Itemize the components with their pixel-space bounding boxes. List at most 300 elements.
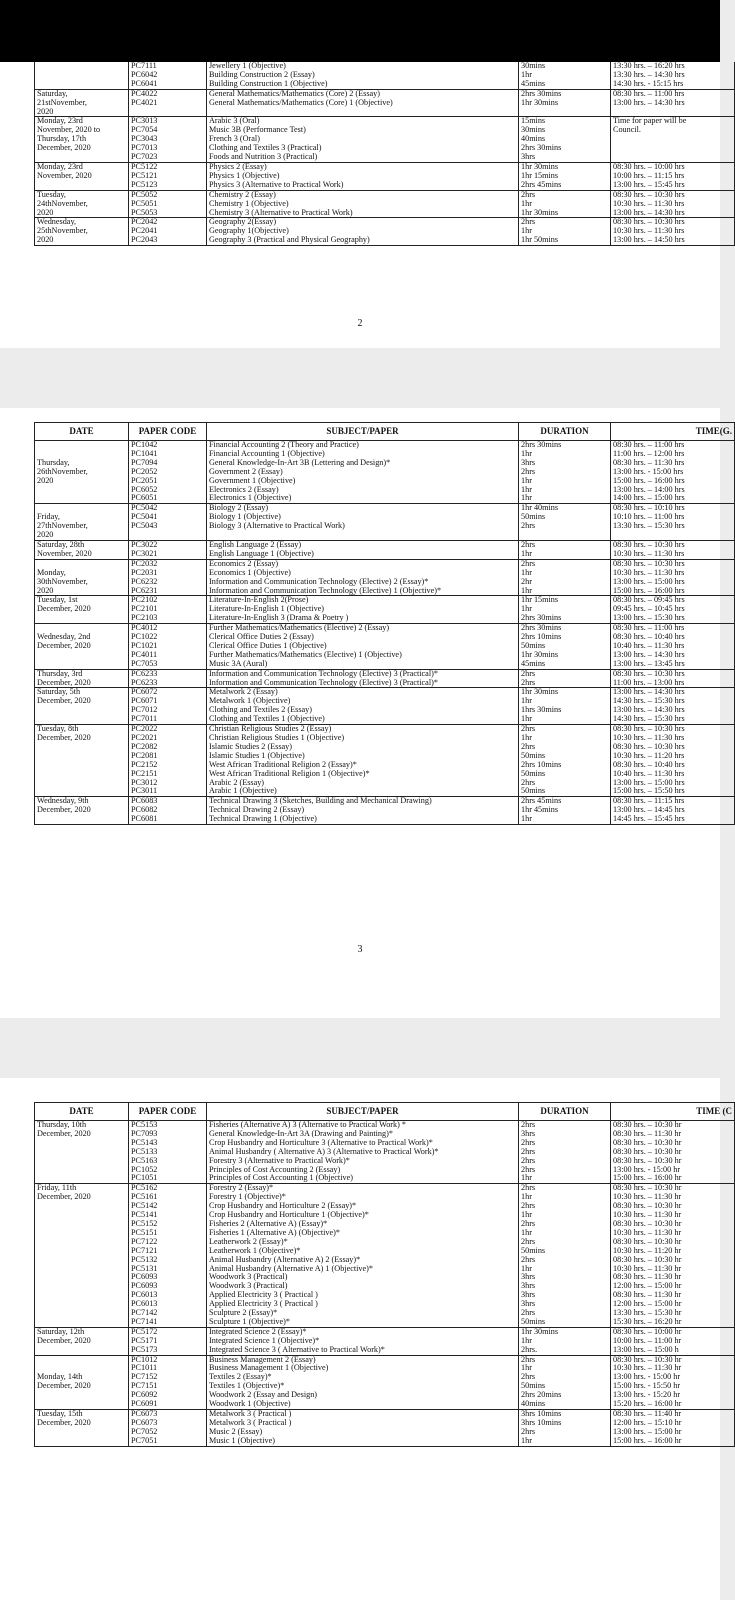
paper-code-cell: PC6092 — [129, 1391, 207, 1400]
subject-cell: Building Construction 2 (Essay) — [207, 71, 519, 80]
time-cell: 13:30 hrs. – 16:20 hrs — [611, 62, 735, 71]
paper-code-cell: PC5161 — [129, 1193, 207, 1202]
duration-cell: 50mins — [519, 1382, 611, 1391]
time-cell: 12:00 hrs. – 15:00 hr — [611, 1300, 735, 1309]
subject-cell: Applied Electricity 3 ( Practical ) — [207, 1291, 519, 1300]
date-cell: 2020 — [35, 236, 129, 245]
duration-cell: 1hr — [519, 227, 611, 236]
paper-code-cell: PC2021 — [129, 734, 207, 743]
paper-code-cell: PC6073 — [129, 1410, 207, 1419]
paper-code-cell: PC7023 — [129, 153, 207, 162]
date-cell: 2020 — [35, 108, 129, 117]
subject-cell: Information and Communication Technology (Elective) 3 (Practical)* — [207, 679, 519, 688]
subject-cell: Biology 1 (Objective) — [207, 513, 519, 522]
page-gap — [0, 1018, 720, 1078]
subject-cell: Integrated Science 3 ( Alternative to Practical Work)* — [207, 1346, 519, 1355]
time-cell: 09:45 hrs. – 10:45 hrs — [611, 605, 735, 614]
time-cell: 10:00 hrs. – 11:00 hr — [611, 1337, 735, 1346]
time-cell: 11:00 hrs. – 13:00 hrs — [611, 679, 735, 688]
subject-cell: Fisheries 1 (Alternative A) (Objective)* — [207, 1229, 519, 1238]
subject-cell: Chemistry 2 (Essay) — [207, 190, 519, 199]
duration-cell: 3hrs — [519, 1130, 611, 1139]
time-cell: 13:30 hrs. – 15:30 hr — [611, 1309, 735, 1318]
time-cell: 13:30 hrs. – 14:30 hrs — [611, 71, 735, 80]
date-cell: December, 2020 — [35, 806, 129, 815]
document-page-3 — [0, 408, 732, 1018]
paper-code-cell: PC5143 — [129, 1139, 207, 1148]
duration-cell: 2hrs — [519, 522, 611, 531]
paper-code-cell: PC7121 — [129, 1247, 207, 1256]
date-cell: Thursday, 17th — [35, 135, 129, 144]
subject-cell: Information and Communication Technology (Elective) 2 (Essay)* — [207, 578, 519, 587]
subject-cell: West African Traditional Religion 1 (Objective)* — [207, 770, 519, 779]
paper-code-cell: PC3012 — [129, 779, 207, 788]
duration-cell: 2hrs — [519, 1373, 611, 1382]
date-cell: November, 2020 — [35, 172, 129, 181]
paper-code-cell: PC5163 — [129, 1157, 207, 1166]
subject-cell: Metalwork 3 ( Practical ) — [207, 1419, 519, 1428]
date-cell — [35, 660, 129, 669]
subject-cell: Physics 1 (Objective) — [207, 172, 519, 181]
time-cell: 13:00 hrs. – 14:30 hrs — [611, 688, 735, 697]
date-cell — [35, 486, 129, 495]
duration-cell: 1hr — [519, 587, 611, 596]
paper-code-cell: PC1021 — [129, 642, 207, 651]
date-cell — [35, 1391, 129, 1400]
header-date: DATE — [35, 1103, 129, 1121]
time-cell — [611, 135, 735, 144]
duration-cell: 1hr — [519, 1437, 611, 1446]
subject-cell: Music 1 (Objective) — [207, 1437, 519, 1446]
paper-code-cell: PC1042 — [129, 441, 207, 450]
duration-cell: 2hrs. — [519, 1346, 611, 1355]
time-cell: 08:30 hrs. – 09:45 hrs — [611, 596, 735, 605]
duration-cell: 2hrs — [519, 1238, 611, 1247]
duration-cell: 2hrs — [519, 679, 611, 688]
date-cell — [35, 62, 129, 71]
subject-cell: Geography 1(Objective) — [207, 227, 519, 236]
date-cell: Tuesday, 8th — [35, 725, 129, 734]
time-cell: 10:40 hrs. – 11:30 hrs — [611, 770, 735, 779]
time-cell: 08:30 hrs. – 10:30 hrs — [611, 540, 735, 549]
time-cell: 08:30 hrs. – 10:30 hr — [611, 1121, 735, 1130]
time-cell: 15:00 hrs. – 15:50 hrs — [611, 787, 735, 796]
date-cell: Thursday, 3rd — [35, 669, 129, 678]
paper-code-cell: PC6081 — [129, 815, 207, 824]
paper-code-cell: PC2032 — [129, 559, 207, 568]
paper-code-cell: PC2052 — [129, 468, 207, 477]
subject-cell: West African Traditional Religion 2 (Essay)* — [207, 761, 519, 770]
paper-code-cell: PC2152 — [129, 761, 207, 770]
time-cell: 08:30 hrs. – 10:30 hr — [611, 1238, 735, 1247]
time-cell: 15:00 hrs. – 16:00 hrs — [611, 477, 735, 486]
time-cell: 13:00 hrs. - 15:00 hr — [611, 1166, 735, 1175]
subject-cell: Jewellery 1 (Objective) — [207, 62, 519, 71]
date-cell: December, 2020 — [35, 1130, 129, 1139]
subject-cell: Christian Religious Studies 2 (Essay) — [207, 725, 519, 734]
date-cell — [35, 1229, 129, 1238]
subject-cell: Further Mathematics/Mathematics (Elective) 2 (Essay) — [207, 624, 519, 633]
date-cell: Friday, — [35, 513, 129, 522]
date-cell: Wednesday, 2nd — [35, 633, 129, 642]
duration-cell: 30mins — [519, 62, 611, 71]
duration-cell: 1hr — [519, 200, 611, 209]
date-cell — [35, 1211, 129, 1220]
paper-code-cell: PC2082 — [129, 743, 207, 752]
paper-code-cell: PC3022 — [129, 540, 207, 549]
paper-code-cell: PC4012 — [129, 624, 207, 633]
time-cell: 13:00 hrs. – 15:00 hr — [611, 1428, 735, 1437]
time-cell: 08:30 hrs. – 10:30 hrs — [611, 190, 735, 199]
table-row — [35, 550, 735, 559]
subject-cell: Literature-In-English 2(Prose) — [207, 596, 519, 605]
date-cell — [35, 1220, 129, 1229]
duration-cell: 3hrs 10mins — [519, 1419, 611, 1428]
table-row — [35, 99, 735, 108]
date-cell: Tuesday, 1st — [35, 596, 129, 605]
paper-code-cell: PC1022 — [129, 633, 207, 642]
time-cell: 08:30 hrs. – 11:00 hrs — [611, 89, 735, 98]
duration-cell: 1hr — [519, 486, 611, 495]
duration-cell: 1hr — [519, 1337, 611, 1346]
time-cell: 13:00 hrs. – 14:45 hrs — [611, 806, 735, 815]
table-row — [35, 80, 735, 89]
subject-cell: Forestry 2 (Essay)* — [207, 1184, 519, 1193]
duration-cell: 3hrs — [519, 1282, 611, 1291]
date-cell — [35, 80, 129, 89]
duration-cell: 1hr 50mins — [519, 236, 611, 245]
paper-code-cell: PC7151 — [129, 1382, 207, 1391]
time-cell: 08:30 hrs. – 11:30 hr — [611, 1273, 735, 1282]
duration-cell: 2hrs — [519, 1309, 611, 1318]
time-cell: 13:30 hrs. – 15:30 hrs — [611, 522, 735, 531]
date-cell: 2020 — [35, 531, 129, 540]
table-row — [35, 522, 735, 531]
duration-cell: 1hr 30mins — [519, 209, 611, 218]
paper-code-cell: PC6091 — [129, 1400, 207, 1409]
date-cell: Thursday, 10th — [35, 1121, 129, 1130]
subject-cell: Forestry 1 (Objective)* — [207, 1193, 519, 1202]
duration-cell: 2hrs — [519, 1428, 611, 1437]
subject-cell: Forestry 3 (Alternative to Practical Work)* — [207, 1157, 519, 1166]
time-cell: 15:20 hrs. – 16:00 hr — [611, 1400, 735, 1409]
time-cell: 10:30 hrs. – 11:30 hr — [611, 1229, 735, 1238]
time-cell: 12:00 hrs. – 15:10 hr — [611, 1419, 735, 1428]
subject-cell: Technical Drawing 3 (Sketches, Building and Mechanical Drawing) — [207, 797, 519, 806]
duration-cell: 1hr 30mins — [519, 162, 611, 171]
subject-cell: Economics 1 (Objective) — [207, 569, 519, 578]
date-cell: 27thNovember, — [35, 522, 129, 531]
date-cell — [35, 1309, 129, 1318]
date-cell — [35, 761, 129, 770]
date-cell: December, 2020 — [35, 1382, 129, 1391]
time-cell: 10:30 hrs. – 11:30 hrs — [611, 550, 735, 559]
duration-cell: 2hrs 30mins — [519, 624, 611, 633]
paper-code-cell: PC5042 — [129, 504, 207, 513]
date-cell: Friday, 11th — [35, 1184, 129, 1193]
duration-cell: 2hrs — [519, 190, 611, 199]
date-cell — [35, 614, 129, 623]
subject-cell: Crop Husbandry and Horticulture 1 (Objective)* — [207, 1211, 519, 1220]
duration-cell: 50mins — [519, 642, 611, 651]
time-cell: 14:00 hrs. – 15:00 hrs — [611, 494, 735, 503]
subject-cell: Sculpture 1 (Objective)* — [207, 1318, 519, 1327]
time-cell: 10:30 hrs. – 11:30 hrs — [611, 734, 735, 743]
paper-code-cell: PC6013 — [129, 1291, 207, 1300]
subject-cell: Biology 3 (Alternative to Practical Work) — [207, 522, 519, 531]
paper-code-cell: PC4022 — [129, 89, 207, 98]
subject-cell: Foods and Nutrition 3 (Practical) — [207, 153, 519, 162]
date-cell: December, 2020 — [35, 734, 129, 743]
date-cell: Tuesday, 15th — [35, 1410, 129, 1419]
duration-cell: 1hr 30mins — [519, 1327, 611, 1336]
time-cell: 08:30 hrs. – 10:30 hrs — [611, 743, 735, 752]
duration-cell: 15mins — [519, 117, 611, 126]
date-cell — [35, 441, 129, 450]
subject-cell: Woodwork 1 (Objective) — [207, 1400, 519, 1409]
duration-cell: 2hrs 10mins — [519, 633, 611, 642]
subject-cell: Textiles 1 (Objective)* — [207, 1382, 519, 1391]
time-cell — [611, 144, 735, 153]
header-subject: SUBJECT/PAPER — [207, 423, 519, 441]
date-cell: December, 2020 — [35, 605, 129, 614]
date-cell — [35, 1300, 129, 1309]
date-cell — [35, 651, 129, 660]
duration-cell: 1hr 30mins — [519, 99, 611, 108]
table-row — [35, 1437, 735, 1446]
duration-cell: 1hr — [519, 494, 611, 503]
paper-code-cell: PC7011 — [129, 715, 207, 724]
duration-cell: 1hr — [519, 1364, 611, 1373]
time-cell: 10:30 hrs. – 11:30 hr — [611, 1211, 735, 1220]
duration-cell: 3hrs — [519, 459, 611, 468]
paper-code-cell: PC7152 — [129, 1373, 207, 1382]
date-cell — [35, 494, 129, 503]
time-cell: 08:30 hrs. – 10:30 hr — [611, 1157, 735, 1166]
status-bar — [0, 0, 720, 62]
time-cell: 10:30 hrs. – 11:30 hrs — [611, 569, 735, 578]
time-cell: 08:30 hrs. – 10:40 hrs — [611, 633, 735, 642]
date-cell — [35, 71, 129, 80]
subject-cell: Technical Drawing 1 (Objective) — [207, 815, 519, 824]
paper-code-cell: PC6233 — [129, 669, 207, 678]
date-cell: 21stNovember, — [35, 99, 129, 108]
header-duration: DURATION — [519, 423, 611, 441]
date-cell: Saturday, 12th — [35, 1327, 129, 1336]
date-cell: December, 2020 — [35, 1193, 129, 1202]
paper-code-cell: PC6232 — [129, 578, 207, 587]
paper-code-cell: PC5121 — [129, 172, 207, 181]
date-cell — [35, 1355, 129, 1364]
time-cell: 10:30 hrs. – 11:30 hr — [611, 1193, 735, 1202]
duration-cell: 2hrs — [519, 1184, 611, 1193]
subject-cell: English Language 2 (Essay) — [207, 540, 519, 549]
header-time: TIME (C — [611, 1103, 735, 1121]
subject-cell: Applied Electricity 3 ( Practical ) — [207, 1300, 519, 1309]
duration-cell: 2hrs — [519, 1121, 611, 1130]
time-cell: 13:00 hrs. – 14:30 hrs — [611, 706, 735, 715]
duration-cell: 50mins — [519, 770, 611, 779]
duration-cell: 3hrs 10mins — [519, 1410, 611, 1419]
subject-cell: Music 3B (Performance Test) — [207, 126, 519, 135]
subject-cell: Sculpture 2 (Essay)* — [207, 1309, 519, 1318]
subject-cell: Integrated Science 1 (Objective)* — [207, 1337, 519, 1346]
time-cell: 08:30 hrs. – 10:30 hr — [611, 1355, 735, 1364]
schedule-table-page-4 — [34, 1102, 735, 1447]
paper-code-cell: PC3043 — [129, 135, 207, 144]
date-cell: Wednesday, — [35, 218, 129, 227]
paper-code-cell: PC7141 — [129, 1318, 207, 1327]
time-cell: 08:30 hrs. – 11:15 hrs — [611, 797, 735, 806]
subject-cell: Metalwork 2 (Essay) — [207, 688, 519, 697]
duration-cell: 2hrs — [519, 1256, 611, 1265]
date-cell — [35, 779, 129, 788]
time-cell: 10:10 hrs. – 11:00 hrs — [611, 513, 735, 522]
paper-code-cell: PC4021 — [129, 99, 207, 108]
schedule-table-page-2 — [34, 62, 735, 246]
subject-cell: Arabic 2 (Essay) — [207, 779, 519, 788]
date-cell — [35, 706, 129, 715]
date-cell: December, 2020 — [35, 144, 129, 153]
time-cell: 08:30 hrs. – 10:30 hr — [611, 1139, 735, 1148]
paper-code-cell: PC7094 — [129, 459, 207, 468]
time-cell: 15:00 hrs. – 16:00 hrs — [611, 587, 735, 596]
duration-cell: 2hrs 45mins — [519, 797, 611, 806]
duration-cell: 30mins — [519, 126, 611, 135]
paper-code-cell: PC5041 — [129, 513, 207, 522]
paper-code-cell: PC7051 — [129, 1437, 207, 1446]
time-cell: 08:30 hrs. – 10:30 hr — [611, 1256, 735, 1265]
subject-cell: Fisheries (Alternative A) 3 (Alternative to Practical Work) * — [207, 1121, 519, 1130]
date-cell — [35, 1247, 129, 1256]
subject-cell: Geography 3 (Practical and Physical Geography) — [207, 236, 519, 245]
duration-cell: 1hr 30mins — [519, 651, 611, 660]
duration-cell: 2hrs 30mins — [519, 614, 611, 623]
subject-cell: Music 2 (Essay) — [207, 1428, 519, 1437]
paper-code-cell: PC5051 — [129, 200, 207, 209]
date-cell — [35, 1139, 129, 1148]
time-cell: 13:00 hrs. – 14:00 hrs — [611, 486, 735, 495]
date-cell — [35, 1291, 129, 1300]
paper-code-cell: PC6231 — [129, 587, 207, 596]
date-cell — [35, 752, 129, 761]
paper-code-cell: PC7054 — [129, 126, 207, 135]
table-row — [35, 236, 735, 245]
date-cell — [35, 1256, 129, 1265]
paper-code-cell: PC6051 — [129, 494, 207, 503]
paper-code-cell: PC5123 — [129, 181, 207, 190]
duration-cell: 1hr — [519, 1265, 611, 1274]
paper-code-cell: PC2043 — [129, 236, 207, 245]
paper-code-cell: PC5171 — [129, 1337, 207, 1346]
time-cell: 13:00 hrs. – 15:00 hrs — [611, 779, 735, 788]
subject-cell: Physics 2 (Essay) — [207, 162, 519, 171]
subject-cell: Woodwork 3 (Practical) — [207, 1282, 519, 1291]
subject-cell: Leatherwork 1 (Objective)* — [207, 1247, 519, 1256]
date-cell: 2020 — [35, 477, 129, 486]
time-cell: 10:30 hrs. – 11:30 hrs — [611, 227, 735, 236]
duration-cell: 2hr — [519, 578, 611, 587]
date-cell: December, 2020 — [35, 1419, 129, 1428]
time-cell: 13:00 hrs. – 13:45 hrs — [611, 660, 735, 669]
paper-code-cell: PC7013 — [129, 144, 207, 153]
date-cell: Tuesday, — [35, 190, 129, 199]
time-cell: 15:00 hrs. – 16:00 hr — [611, 1437, 735, 1446]
date-cell: 2020 — [35, 587, 129, 596]
duration-cell: 2hrs — [519, 669, 611, 678]
subject-cell: Financial Accounting 1 (Objective) — [207, 450, 519, 459]
paper-code-cell: PC7111 — [129, 62, 207, 71]
paper-code-cell: PC5173 — [129, 1346, 207, 1355]
subject-cell: Animal Husbandry ( Alternative A) 3 (Alternative to Practical Work)* — [207, 1148, 519, 1157]
time-cell: 13:00 hrs. - 15:00 hrs — [611, 468, 735, 477]
paper-code-cell: PC5052 — [129, 190, 207, 199]
header-date: DATE — [35, 423, 129, 441]
date-cell — [35, 743, 129, 752]
paper-code-cell: PC3011 — [129, 787, 207, 796]
time-cell: 13:00 hrs. – 14:50 hrs — [611, 236, 735, 245]
subject-cell: General Knowledge-In-Art 3A (Drawing and Painting)* — [207, 1130, 519, 1139]
duration-cell: 2hrs — [519, 1355, 611, 1364]
time-cell: 08:30 hrs. – 10:40 hrs — [611, 761, 735, 770]
time-cell: 08:30 hrs. – 10:30 hrs — [611, 559, 735, 568]
duration-cell: 1hr 30mins — [519, 688, 611, 697]
duration-cell: 3hrs — [519, 1273, 611, 1282]
time-cell: 10:30 hrs. – 11:30 hrs — [611, 200, 735, 209]
duration-cell: 1hr — [519, 1174, 611, 1183]
time-cell: 13:00 hrs. – 14:30 hrs — [611, 209, 735, 218]
paper-code-cell: PC1052 — [129, 1166, 207, 1175]
subject-cell: Animal Husbandry (Alternative A) 1 (Objective)* — [207, 1265, 519, 1274]
duration-cell: 50mins — [519, 1247, 611, 1256]
time-cell: 08:30 hrs. – 11:30 hr — [611, 1291, 735, 1300]
time-cell: 08:30 hrs. – 11:30 hr — [611, 1130, 735, 1139]
time-cell: 08:30 hrs. – 10:30 hr — [611, 1148, 735, 1157]
duration-cell: 45mins — [519, 80, 611, 89]
subject-cell: Government 2 (Essay) — [207, 468, 519, 477]
subject-cell: Chemistry 3 (Alternative to Practical Work) — [207, 209, 519, 218]
time-cell: 13:00 hrs. – 15:45 hrs — [611, 181, 735, 190]
paper-code-cell: PC2103 — [129, 614, 207, 623]
duration-cell: 2hrs — [519, 559, 611, 568]
subject-cell: Literature-In-English 3 (Drama & Poetry ) — [207, 614, 519, 623]
time-cell: 15:00 hrs. - 15:50 hr — [611, 1382, 735, 1391]
time-cell: 13:00 hrs. – 14:30 hrs — [611, 651, 735, 660]
paper-code-cell: PC2041 — [129, 227, 207, 236]
paper-code-cell: PC6083 — [129, 797, 207, 806]
time-cell: 10:30 hrs. – 11:20 hrs — [611, 752, 735, 761]
duration-cell: 2hrs — [519, 1166, 611, 1175]
duration-cell: 2hrs — [519, 468, 611, 477]
time-cell: 14:30 hrs. - 15:15 hrs — [611, 80, 735, 89]
subject-cell: Clothing and Textiles 2 (Essay) — [207, 706, 519, 715]
table-row — [35, 660, 735, 669]
date-cell: December, 2020 — [35, 679, 129, 688]
time-cell: Council. — [611, 126, 735, 135]
date-cell — [35, 1282, 129, 1291]
time-cell: 12:00 hrs. – 15:00 hr — [611, 1282, 735, 1291]
subject-cell: Information and Communication Technology (Elective) 1 (Objective)* — [207, 587, 519, 596]
duration-cell: 1hr — [519, 477, 611, 486]
duration-cell: 2hrs 20mins — [519, 1391, 611, 1400]
duration-cell: 1hr — [519, 715, 611, 724]
duration-cell: 50mins — [519, 752, 611, 761]
paper-code-cell: PC5151 — [129, 1229, 207, 1238]
paper-code-cell: PC6071 — [129, 697, 207, 706]
paper-code-cell: PC5122 — [129, 162, 207, 171]
time-cell: 08:30 hrs. – 11:00 hrs — [611, 441, 735, 450]
subject-cell: Government 1 (Objective) — [207, 477, 519, 486]
